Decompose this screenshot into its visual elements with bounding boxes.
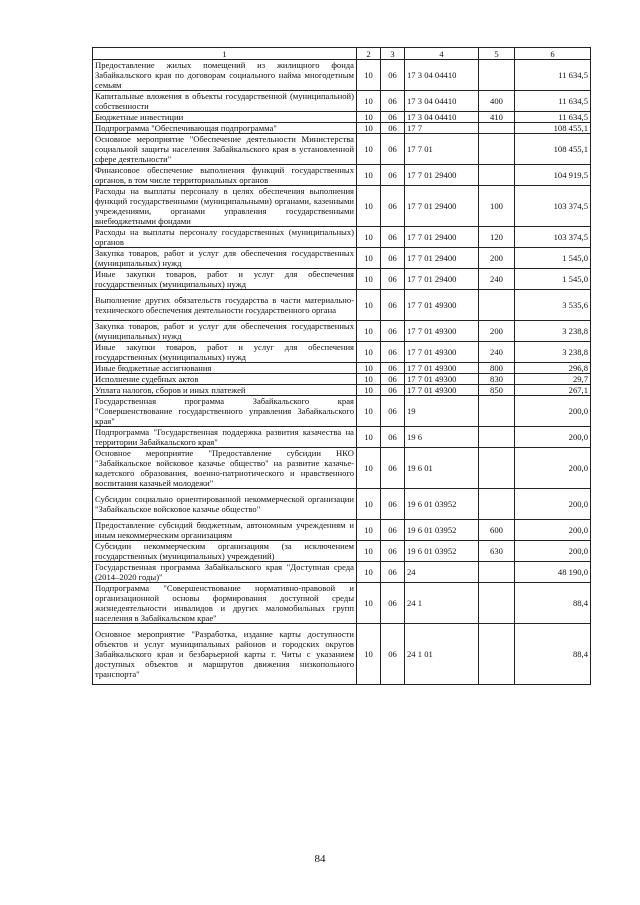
row-expense-type-cell: 200 [479,248,515,269]
row-amount-cell: 11 634,5 [515,91,591,112]
budget-table-sheet [92,47,590,685]
row-subsection-cell: 06 [381,396,405,427]
row-section-cell: 10 [357,520,381,541]
row-expense-type-cell: 100 [479,186,515,227]
row-target-code-cell: 17 3 04 04410 [405,91,479,112]
row-section-cell: 10 [357,541,381,562]
table-header-row [93,48,591,60]
row-subsection-cell: 06 [381,91,405,112]
row-subsection-cell: 06 [381,123,405,134]
row-amount-cell: 267,1 [515,385,591,396]
row-section-cell: 10 [357,448,381,489]
header-col-5: 5 [479,48,515,60]
table-row [93,134,591,165]
row-section-cell: 10 [357,583,381,624]
row-subsection-cell: 06 [381,60,405,91]
row-expense-type-cell [479,60,515,91]
row-expense-type-cell: 120 [479,227,515,248]
row-section-cell: 10 [357,385,381,396]
row-target-code-cell: 17 7 01 49300 [405,385,479,396]
row-name-cell: Подпрограмма "Совершенствование нормативно-правовой и организационной основы формирования доступной среды жизнедеятельности инвалидов и других маломобильных групп населения в Забайкальском крае" [93,583,357,624]
row-name-cell: Капитальные вложения в объекты государственной (муниципальной) собственности [93,91,357,112]
row-name-cell: Субсидии некоммерческим организациям (за исключением государственных (муниципальных) учреждений) [93,541,357,562]
row-expense-type-cell: 410 [479,112,515,123]
row-expense-type-cell: 800 [479,363,515,374]
row-section-cell: 10 [357,227,381,248]
row-name-cell: Предоставление субсидий бюджетным, автономным учреждениям и иным некоммерческим организациям [93,520,357,541]
row-expense-type-cell [479,290,515,321]
table-row [93,562,591,583]
table-row [93,363,591,374]
row-target-code-cell: 17 7 01 49300 [405,363,479,374]
table-row [93,396,591,427]
row-section-cell: 10 [357,321,381,342]
row-amount-cell: 108 455,1 [515,123,591,134]
row-expense-type-cell: 200 [479,321,515,342]
page-number: 84 [314,853,326,865]
row-name-cell: Подпрограмма "Обеспечивающая подпрограмма" [93,123,357,134]
row-section-cell: 10 [357,562,381,583]
row-subsection-cell: 06 [381,186,405,227]
row-name-cell: Закупка товаров, работ и услуг для обеспечения государственных (муниципальных) нужд [93,321,357,342]
table-row [93,321,591,342]
row-amount-cell: 200,0 [515,427,591,448]
row-expense-type-cell: 630 [479,541,515,562]
row-subsection-cell: 06 [381,112,405,123]
table-row [93,290,591,321]
table-row [93,342,591,363]
row-amount-cell: 108 455,1 [515,134,591,165]
table-row [93,112,591,123]
row-section-cell: 10 [357,248,381,269]
row-amount-cell: 88,4 [515,624,591,685]
row-target-code-cell: 19 [405,396,479,427]
row-subsection-cell: 06 [381,448,405,489]
row-expense-type-cell: 850 [479,385,515,396]
row-expense-type-cell [479,396,515,427]
row-name-cell: Основное мероприятие "Разработка, издание карты доступности объектов и услуг муниципальных районов и городских округов Забайкальского края и безбарьерной карты г. Читы с указанием доступных объектов и маршрутов движения низкопольного транспорта" [93,624,357,685]
row-subsection-cell: 06 [381,562,405,583]
row-target-code-cell: 17 7 01 29400 [405,165,479,186]
row-name-cell: Иные закупки товаров, работ и услуг для обеспечения государственных (муниципальных) нужд [93,342,357,363]
row-name-cell: Подпрограмма "Государственная поддержка развития казачества на территории Забайкальского края" [93,427,357,448]
row-name-cell: Государственная программа Забайкальского края "Доступная среда (2014–2020 годы)" [93,562,357,583]
table-row [93,269,591,290]
row-subsection-cell: 06 [381,248,405,269]
row-name-cell: Закупка товаров, работ и услуг для обеспечения государственных (муниципальных) нужд [93,248,357,269]
row-target-code-cell: 24 1 [405,583,479,624]
row-section-cell: 10 [357,290,381,321]
header-col-2: 2 [357,48,381,60]
table-row [93,520,591,541]
table-row [93,541,591,562]
row-amount-cell: 3 535,6 [515,290,591,321]
row-amount-cell: 88,4 [515,583,591,624]
row-amount-cell: 200,0 [515,541,591,562]
row-name-cell: Выполнение других обязательств государства в части материально-технического обеспечения деятельности государственного органа [93,290,357,321]
table-row [93,489,591,520]
row-section-cell: 10 [357,363,381,374]
row-amount-cell: 1 545,0 [515,269,591,290]
row-amount-cell: 3 238,8 [515,342,591,363]
table-row [93,374,591,385]
row-expense-type-cell [479,134,515,165]
row-expense-type-cell: 240 [479,342,515,363]
budget-table [92,47,591,685]
row-subsection-cell: 06 [381,583,405,624]
header-col-4: 4 [405,48,479,60]
row-amount-cell: 296,8 [515,363,591,374]
header-col-3: 3 [381,48,405,60]
row-name-cell: Государственная программа Забайкальского края "Совершенствование государственного управления Забайкальского края" [93,396,357,427]
row-target-code-cell: 19 6 01 03952 [405,520,479,541]
row-target-code-cell: 17 7 01 49300 [405,321,479,342]
row-target-code-cell: 19 6 01 03952 [405,541,479,562]
row-target-code-cell: 17 7 01 29400 [405,269,479,290]
row-section-cell: 10 [357,624,381,685]
row-target-code-cell: 17 3 04 04410 [405,60,479,91]
row-amount-cell: 29,7 [515,374,591,385]
row-target-code-cell: 24 1 01 [405,624,479,685]
row-target-code-cell: 17 7 01 49300 [405,374,479,385]
row-subsection-cell: 06 [381,520,405,541]
row-target-code-cell: 17 3 04 04410 [405,112,479,123]
row-section-cell: 10 [357,186,381,227]
row-expense-type-cell [479,489,515,520]
row-name-cell: Иные бюджетные ассигнования [93,363,357,374]
row-section-cell: 10 [357,269,381,290]
table-row [93,165,591,186]
row-expense-type-cell [479,165,515,186]
row-subsection-cell: 06 [381,165,405,186]
row-target-code-cell: 19 6 01 [405,448,479,489]
table-row [93,385,591,396]
row-expense-type-cell: 600 [479,520,515,541]
table-row [93,227,591,248]
row-name-cell: Основное мероприятие "Обеспечение деятельности Министерства социальной защиты населения Забайкальского края в установленной сфере деятельности" [93,134,357,165]
row-expense-type-cell: 240 [479,269,515,290]
row-subsection-cell: 06 [381,290,405,321]
row-subsection-cell: 06 [381,541,405,562]
table-row [93,624,591,685]
row-subsection-cell: 06 [381,374,405,385]
row-amount-cell: 200,0 [515,520,591,541]
row-expense-type-cell: 400 [479,91,515,112]
row-target-code-cell: 17 7 01 49300 [405,290,479,321]
table-row [93,91,591,112]
row-amount-cell: 200,0 [515,448,591,489]
row-target-code-cell: 17 7 01 [405,134,479,165]
table-row [93,427,591,448]
row-target-code-cell: 17 7 01 29400 [405,248,479,269]
row-name-cell: Расходы на выплаты персоналу государственных (муниципальных) органов [93,227,357,248]
row-expense-type-cell [479,448,515,489]
row-amount-cell: 48 190,0 [515,562,591,583]
row-subsection-cell: 06 [381,342,405,363]
row-subsection-cell: 06 [381,427,405,448]
row-section-cell: 10 [357,427,381,448]
row-amount-cell: 1 545,0 [515,248,591,269]
header-col-1: 1 [93,48,357,60]
row-target-code-cell: 17 7 [405,123,479,134]
row-expense-type-cell [479,562,515,583]
row-expense-type-cell: 830 [479,374,515,385]
row-section-cell: 10 [357,342,381,363]
row-amount-cell: 103 374,5 [515,227,591,248]
row-amount-cell: 11 634,5 [515,60,591,91]
row-target-code-cell: 24 [405,562,479,583]
row-expense-type-cell [479,583,515,624]
row-name-cell: Исполнение судебных актов [93,374,357,385]
row-section-cell: 10 [357,60,381,91]
row-amount-cell: 11 634,5 [515,112,591,123]
row-subsection-cell: 06 [381,321,405,342]
row-subsection-cell: 06 [381,227,405,248]
row-name-cell: Предоставление жилых помещений из жилищного фонда Забайкальского края по договорам социального найма многодетным семьям [93,60,357,91]
row-section-cell: 10 [357,165,381,186]
row-subsection-cell: 06 [381,363,405,374]
table-row [93,448,591,489]
table-row [93,123,591,134]
row-section-cell: 10 [357,396,381,427]
row-name-cell: Иные закупки товаров, работ и услуг для обеспечения государственных (муниципальных) нужд [93,269,357,290]
row-section-cell: 10 [357,134,381,165]
row-target-code-cell: 19 6 01 03952 [405,489,479,520]
row-name-cell: Субсидии социально ориентированной некоммерческой организации "Забайкальское войсковое казачье общество" [93,489,357,520]
row-target-code-cell: 17 7 01 49300 [405,342,479,363]
row-subsection-cell: 06 [381,385,405,396]
row-section-cell: 10 [357,374,381,385]
row-target-code-cell: 17 7 01 29400 [405,227,479,248]
table-row [93,60,591,91]
row-subsection-cell: 06 [381,269,405,290]
row-target-code-cell: 19 6 [405,427,479,448]
row-name-cell: Бюджетные инвестиции [93,112,357,123]
row-name-cell: Уплата налогов, сборов и иных платежей [93,385,357,396]
table-row [93,583,591,624]
table-row [93,186,591,227]
row-section-cell: 10 [357,112,381,123]
row-target-code-cell: 17 7 01 29400 [405,186,479,227]
row-subsection-cell: 06 [381,624,405,685]
row-name-cell: Основное мероприятие "Предоставление субсидии НКО "Забайкальское войсковое казачье общество" на развитие казачье-кадетского образования, военно-патриотического и нравственного воспитания казачьей молодежи" [93,448,357,489]
row-section-cell: 10 [357,123,381,134]
row-name-cell: Финансовое обеспечение выполнения функций государственных органов, в том числе территориальных органов [93,165,357,186]
row-amount-cell: 3 238,8 [515,321,591,342]
row-amount-cell: 200,0 [515,396,591,427]
row-section-cell: 10 [357,489,381,520]
row-expense-type-cell [479,123,515,134]
row-amount-cell: 200,0 [515,489,591,520]
row-subsection-cell: 06 [381,489,405,520]
header-col-6: 6 [515,48,591,60]
row-amount-cell: 104 919,5 [515,165,591,186]
row-subsection-cell: 06 [381,134,405,165]
table-row [93,248,591,269]
row-name-cell: Расходы на выплаты персоналу в целях обеспечения выполнения функций государственными (муниципальными) органами, казенными учреждениями, органами управления государственными внебюджетными фондами [93,186,357,227]
table-body [93,60,591,685]
row-section-cell: 10 [357,91,381,112]
row-expense-type-cell [479,624,515,685]
row-expense-type-cell [479,427,515,448]
row-amount-cell: 103 374,5 [515,186,591,227]
